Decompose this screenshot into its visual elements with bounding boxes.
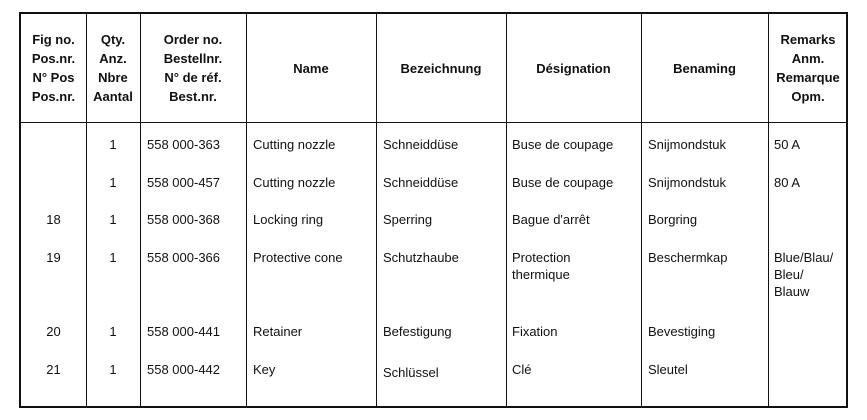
header-text: Benaming: [673, 60, 736, 76]
header-text: Nbre: [98, 70, 128, 85]
header-text: Anm.: [791, 51, 825, 66]
header-text: Remarque: [776, 70, 840, 85]
cell-bezeichnung: Schlüssel: [383, 365, 439, 380]
header-remarks: [768, 14, 848, 122]
cell-bezeichnung: Schutzhaube: [383, 250, 459, 265]
cell-order-no: 558 000-368: [147, 212, 221, 227]
cell-name: Locking ring: [253, 212, 324, 227]
cell-benaming: Snijmondstuk: [648, 175, 727, 190]
cell-fig: 18: [46, 212, 61, 227]
cell-qty: 1: [109, 362, 117, 377]
cell-qty: 1: [109, 324, 117, 339]
header-order-no: [140, 14, 246, 122]
header-text: Order no.: [163, 32, 223, 47]
header-text: N° de réf.: [164, 70, 222, 85]
header-text: Désignation: [536, 60, 611, 76]
cell-designation: Protection: [512, 250, 571, 265]
cell-designation: Clé: [512, 362, 532, 377]
cell-remarks: Blue/Blau/: [774, 250, 834, 265]
cell-order-no: 558 000-366: [147, 250, 221, 265]
header-divider: [21, 122, 846, 123]
cell-name: Cutting nozzle: [253, 137, 336, 152]
header-text: Pos.nr.: [31, 89, 76, 104]
cell-benaming: Beschermkap: [648, 250, 728, 265]
cell-order-no: 558 000-441: [147, 324, 221, 339]
header-text: Qty.: [100, 32, 126, 47]
cell-designation: Buse de coupage: [512, 175, 614, 190]
cell-bezeichnung: Schneiddüse: [383, 137, 459, 152]
cell-name: Retainer: [253, 324, 303, 339]
cell-order-no: 558 000-363: [147, 137, 221, 152]
cell-benaming: Snijmondstuk: [648, 137, 727, 152]
cell-benaming: Sleutel: [648, 362, 688, 377]
cell-designation: Buse de coupage: [512, 137, 614, 152]
header-text: Pos.nr.: [31, 51, 76, 66]
header-text: Best.nr.: [169, 89, 217, 104]
cell-designation: Bague d'arrêt: [512, 212, 590, 227]
header-benaming: [641, 14, 768, 122]
header-text: Aantal: [93, 89, 133, 104]
cell-qty: 1: [109, 137, 117, 152]
cell-qty: 1: [109, 212, 117, 227]
cell-fig: 20: [46, 324, 61, 339]
cell-benaming: Borgring: [648, 212, 698, 227]
header-text: Bestellnr.: [163, 51, 223, 66]
cell-qty: 1: [109, 250, 117, 265]
header-text: Bezeichnung: [400, 60, 482, 76]
cell-benaming: Bevestiging: [648, 324, 716, 339]
header-text: Fig no.: [32, 32, 75, 47]
cell-qty: 1: [109, 175, 117, 190]
header-text: Remarks: [780, 32, 836, 47]
cell-remarks: 80 A: [774, 175, 801, 190]
header-text: Opm.: [791, 89, 825, 104]
header-text: N° Pos: [32, 70, 75, 85]
header-text: Name: [293, 60, 329, 76]
cell-bezeichnung: Sperring: [383, 212, 433, 227]
cell-name: Protective cone: [253, 250, 343, 265]
cell-remarks-line3: Blauw: [774, 284, 810, 299]
cell-designation-line2: thermique: [512, 267, 570, 282]
cell-bezeichnung: Befestigung: [383, 324, 452, 339]
header-qty: [86, 14, 140, 122]
header-name: [246, 14, 376, 122]
cell-fig: 21: [46, 362, 61, 377]
cell-order-no: 558 000-457: [147, 175, 221, 190]
parts-table: [19, 12, 848, 408]
cell-remarks: 50 A: [774, 137, 801, 152]
cell-remarks-line2: Bleu/: [774, 267, 804, 282]
cell-order-no: 558 000-442: [147, 362, 221, 377]
cell-designation: Fixation: [512, 324, 558, 339]
cell-bezeichnung: Schneiddüse: [383, 175, 459, 190]
cell-fig: 19: [46, 250, 61, 265]
cell-name: Cutting nozzle: [253, 175, 336, 190]
header-designation: [506, 14, 641, 122]
header-bezeichnung: [376, 14, 506, 122]
header-text: Anz.: [99, 51, 127, 66]
cell-name: Key: [253, 362, 276, 377]
header-fig-no: [21, 14, 86, 122]
